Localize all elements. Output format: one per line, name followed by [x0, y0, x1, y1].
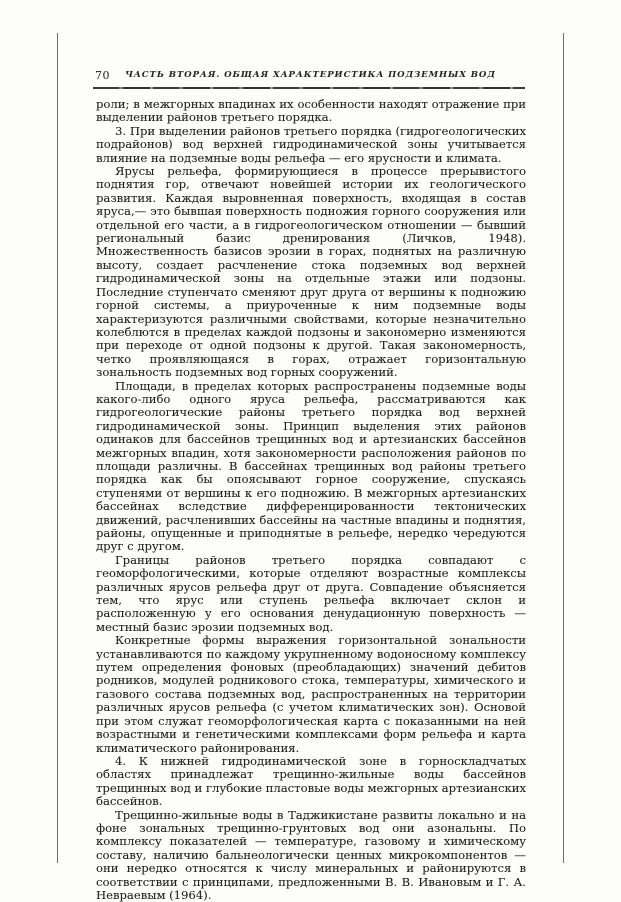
paragraph: 4. К нижней гидродинамической зоне в горноскладчатых областях принадлежат трещинно-жильные воды бассейнов трещинных вод и глубокие пластовые воды межгорных артезианских бассейнов.: [96, 753, 526, 809]
page-header: [95, 67, 526, 83]
page-body: [96, 98, 526, 902]
running-title: ЧАСТЬ ВТОРАЯ. ОБЩАЯ ХАРАКТЕРИСТИКА ПОДЗЕМНЫХ ВОД: [125, 70, 496, 80]
paragraph: Площади, в пределах которых распространены подземные воды какого-либо одного яруса рельефа, рассматриваются как гидрогеологические районы третьего порядка вод верхней гидродинамической зоны. Принцип выделения этих районов одинаков для бассейнов трещинных вод и артезианских бассейнов межгорных впадин, хотя закономерности расположения районов по площади различны. В бассейнах трещинных вод районы третьего порядка как бы опоясывают горное сооружение, спускаясь ступенями от вершины к его подножию. В межгорных артезианских бассейнах вследствие дифференцированности тектонических движений, расчленивших бассейны на частные впадины и поднятия, районы, опущенные и приподнятые в рельефе, нередко чередуются друг с другом.: [96, 378, 526, 554]
page-number: 70: [95, 69, 110, 82]
paragraph: Границы районов третьего порядка совпадают с геоморфологическими, которые отделяют возрастные комплексы различных ярусов рельефа друг от друга. Совпадение объясняется тем, что ярус или ступень рельефа включает склон и расположенную у его основания денудационную поверхность — местный базис эрозии подземных вод.: [96, 552, 526, 634]
paragraph: Ярусы рельефа, формирующиеся в процессе прерывистого поднятия гор, отвечают новейшей истории их геологического развития. Каждая выровненная поверхность, входящая в состав яруса,— это бывшая поверхность подножия горного сооружения или отдельной его части, а в гидрогеологическом отношении — бывший региональный базис дренирования (Личков, 1948). Множественность базисов эрозии в горах, поднятых на различную высоту, создает расчленение стока подземных вод верхней гидродинамической зоны на отдельные этажи или подзоны. Последние ступенчато сменяют друг друга от вершины к подножию горной системы, а приуроченные к ним подземные воды характеризуются различными свойствами, которые незначительно колеблются в пределах каждой подзоны и закономерно изменяются при переходе от одной подзоны к другой. Такая закономерность, четко проявляющаяся в горах, отражает горизонтальную зональность подземных вод горных сооружений.: [96, 164, 526, 380]
paragraph: Трещинно-жильные воды в Таджикистане развиты локально и на фоне зональных трещинно-грунтовых вод они азональны. По комплексу показателей — температуре, газовому и химическому составу, наличию бальнеологически ценных микрокомпонентов — они нередко относятся к числу минеральных и районируются в соответствии с принципами, предложенными В. В. Ивановым и Г. А. Невраевым (1964).: [96, 807, 526, 902]
paragraph: роли; в межгорных впадинах их особенности находят отражение при выделении районов третьего порядка.: [96, 97, 526, 125]
paragraph: 3. При выделении районов третьего порядка (гидрогеологических подрайонов) вод верхней гидродинамической зоны учитывается влияние на подземные воды рельефа — его ярусности и климата.: [96, 123, 526, 165]
paragraph: Конкретные формы выражения горизонтальной зональности устанавливаются по каждому укрупненному водоносному комплексу путем определения фоновых (преобладающих) значений дебитов родников, модулей родникового стока, температуры, химического и газового состава подземных вод, распространенных на территории различных ярусов рельефа (с учетом климатических зон). Основой при этом служат геоморфологическая карта с показанными на ней возрастными и генетическими комплексами форм рельефа и карта климатического районирования.: [96, 633, 526, 755]
header-rule: [93, 87, 525, 89]
page-edge-line-left: [57, 33, 58, 863]
page-edge-line-right: [563, 33, 564, 863]
